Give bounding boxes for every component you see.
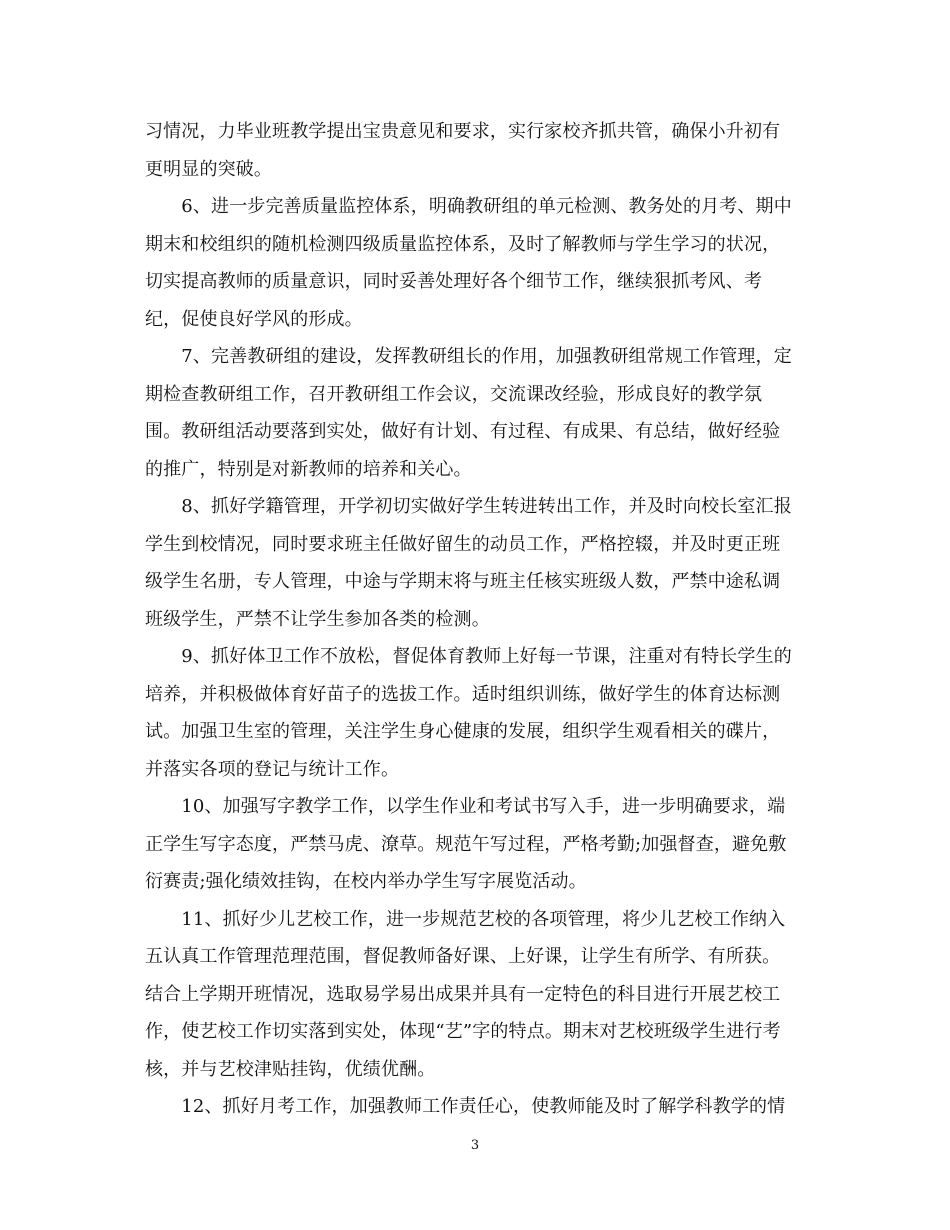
text-line: 试。加强卫生室的管理，关注学生身心健康的发展，组织学生观看相关的碟片， <box>145 721 781 742</box>
text-line: 结合上学期开班情况，选取易学易出成果并具有一定特色的科目进行开展艺校工 <box>145 983 781 1005</box>
body-text <box>145 113 807 1126</box>
text-line: 期检查教研组工作，召开教研组工作会议，交流课改经验，形成良好的教学氛 <box>145 383 763 405</box>
paragraph <box>145 1088 807 1126</box>
text-line: 9、抓好体卫工作不放松，督促体育教师上好每一节课，注重对有特长学生的 <box>145 646 792 667</box>
text-line: 的推广，特别是对新教师的培养和关心。 <box>145 458 472 480</box>
paragraph <box>145 488 807 638</box>
paragraph <box>145 788 807 901</box>
paragraph <box>145 113 807 188</box>
text-line: 作，使艺校工作切实落到实处，体现“艺”字的特点。期末对艺校班级学生进行考 <box>145 1021 781 1042</box>
text-line: 习情况，力毕业班教学提出宝贵意见和要求，实行家校齐抓共管，确保小升初有 <box>145 121 781 142</box>
text-line: 期末和校组织的随机检测四级质量监控体系，及时了解教师与学生学习的状况， <box>145 233 781 255</box>
text-line: 10、加强写字教学工作，以学生作业和考试书写入手，进一步明确要求，端 <box>145 796 786 817</box>
text-line: 并落实各项的登记与统计工作。 <box>145 758 400 780</box>
paragraph <box>145 188 807 338</box>
text-line: 7、完善教研组的建设，发挥教研组长的作用，加强教研组常规工作管理，定 <box>145 346 792 367</box>
text-line: 11、抓好少儿艺校工作，进一步规范艺校的各项管理，将少儿艺校工作纳入 <box>145 908 786 930</box>
text-line: 正学生写字态度，严禁马虎、潦草。规范午写过程，严格考勤;加强督查，避免敷 <box>145 833 787 855</box>
text-line: 更明显的突破。 <box>145 158 273 180</box>
text-line: 围。教研组活动要落到实处，做好有计划、有过程、有成果、有总结，做好经验 <box>145 421 781 442</box>
paragraph <box>145 338 807 488</box>
text-line: 核，并与艺校津贴挂钩，优绩优酬。 <box>145 1058 436 1080</box>
text-line: 纪，促使良好学风的形成。 <box>145 308 363 330</box>
text-line: 培养，并积极做体育好苗子的选拔工作。适时组织训练，做好学生的体育达标测 <box>145 683 781 705</box>
paragraph <box>145 901 807 1089</box>
page-number: 3 <box>470 1138 480 1153</box>
text-line: 级学生名册，专人管理，中途与学期末将与班主任核实班级人数，严禁中途私调 <box>145 571 781 592</box>
text-line: 12、抓好月考工作，加强教师工作责任心，使教师能及时了解学科教学的情 <box>145 1096 786 1117</box>
text-line: 衍赛责;强化绩效挂钩，在校内举办学生写字展览活动。 <box>145 871 587 892</box>
text-line: 8、抓好学籍管理，开学初切实做好学生转进转出工作，并及时向校长室汇报 <box>145 496 792 517</box>
text-line: 班级学生，严禁不让学生参加各类的检测。 <box>145 608 490 630</box>
text-line: 学生到校情况，同时要求班主任做好留生的动员工作，严格控辍，并及时更正班 <box>145 533 781 555</box>
text-line: 五认真工作管理范理范围，督促教师备好课、上好课，让学生有所学、有所获。 <box>145 946 781 967</box>
paragraph <box>145 638 807 788</box>
text-line: 切实提高教师的质量意识，同时妥善处理好各个细节工作，继续狠抓考风、考 <box>145 271 763 292</box>
text-line: 6、进一步完善质量监控体系，明确教研组的单元检测、教务处的月考、期中 <box>145 196 792 217</box>
